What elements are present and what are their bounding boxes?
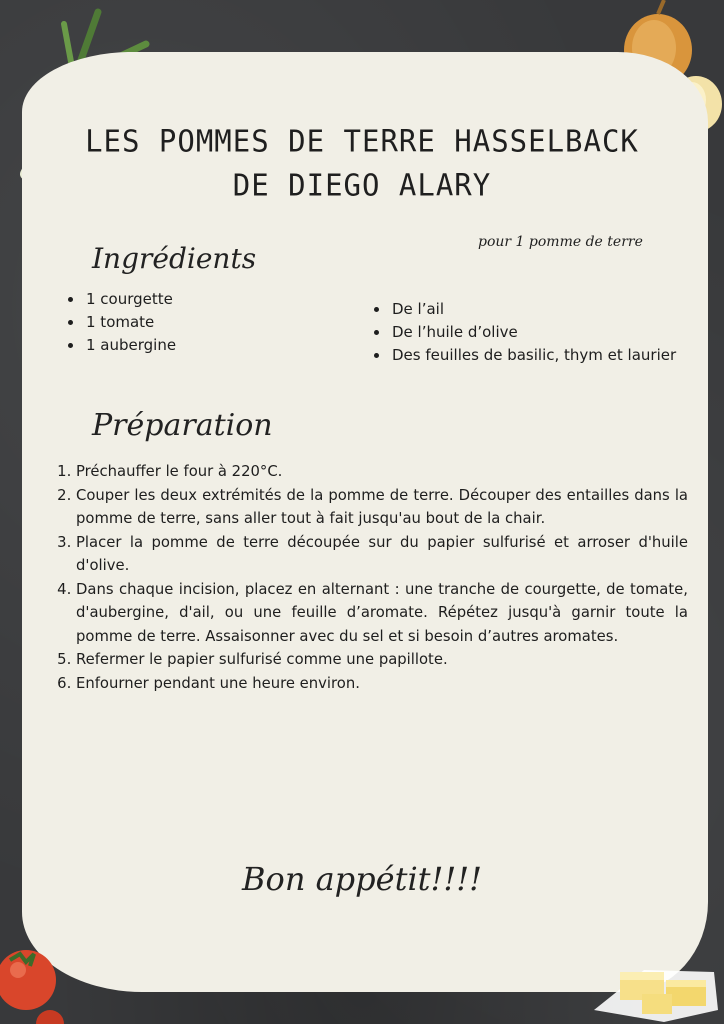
preparation-steps	[52, 460, 688, 695]
list-item: • 1 aubergine	[84, 334, 176, 357]
step-item: 4. Dans chaque incision, placez en alternant : une tranche de courgette, de tomate, d'aubergine, d'ail, ou une feuille d’aromate. Répétez jusqu'à garnir toute la pomme de terre. Assaisonner avec du sel et si besoin d’autres aromates.	[76, 578, 688, 649]
ingredients-heading: Ingrédients	[92, 242, 257, 275]
butter-illustration	[584, 950, 724, 1024]
ingredients-list-right	[368, 298, 676, 367]
title-line-2: DE DIEGO ALARY	[232, 167, 492, 204]
portion-note: pour 1 pomme de terre	[478, 234, 643, 250]
tomato-illustration	[0, 940, 70, 1024]
preparation-heading: Préparation	[92, 408, 273, 443]
title-line-1: LES POMMES DE TERRE HASSELBACK	[85, 123, 639, 160]
recipe-title	[40, 119, 684, 207]
list-item: • 1 tomate	[84, 311, 176, 334]
step-item: 3. Placer la pomme de terre découpée sur du papier sulfurisé et arroser d'huile d'olive.	[76, 531, 688, 578]
list-item: • 1 courgette	[84, 288, 176, 311]
list-item: • De l’ail	[390, 298, 676, 321]
step-item: 5. Refermer le papier sulfurisé comme une papillote.	[76, 648, 688, 672]
closing-text: Bon appétit!!!!	[242, 860, 482, 898]
step-item: 2. Couper les deux extrémités de la pomme de terre. Découper des entailles dans la pomme de terre, sans aller tout à fait jusqu'au bout de la chair.	[76, 484, 688, 531]
list-item: • Des feuilles de basilic, thym et laurier	[390, 344, 676, 367]
step-item: 1. Préchauffer le four à 220°C.	[76, 460, 688, 484]
list-item: • De l’huile d’olive	[390, 321, 676, 344]
ingredients-list-left	[62, 288, 176, 357]
step-item: 6. Enfourner pendant une heure environ.	[76, 672, 688, 696]
